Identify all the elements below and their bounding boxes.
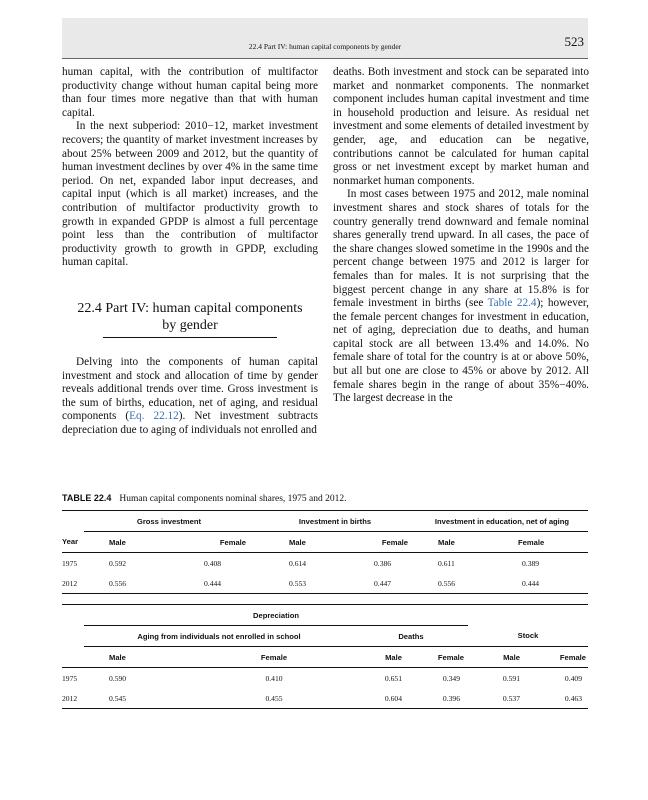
year-header: Year [62, 537, 79, 547]
col-male: Male [109, 537, 126, 547]
section-heading-line2: by gender [162, 317, 218, 333]
right-column [333, 66, 589, 406]
paragraph: deaths. Both investment and stock can be separated into market and nonmarket components. The nonmarket component includes human capital investment and time in household production and leisure. As residual net investment and some elements of detailed investment by gender, age, and education can be negative, contributions cannot be calculated for human capital gross or net investment except by market human and nonmarket human components. [333, 66, 589, 187]
page-number: 523 [564, 34, 584, 49]
table-caption [62, 493, 347, 504]
col-male: Male [289, 537, 306, 547]
col-male: Male [503, 652, 520, 662]
col-female: Female [260, 652, 288, 662]
aging-header: Aging from individuals not enrolled in school [84, 626, 354, 647]
stock-header: Stock [468, 626, 588, 647]
table-label: TABLE 22.4 [62, 493, 112, 503]
col-female: Female [219, 537, 246, 547]
table-row: 2012 0.545 0.455 0.604 0.396 0.537 0.463 [62, 688, 588, 709]
col-male: Male [385, 652, 402, 662]
table-row: 1975 0.592 0.408 0.614 0.386 0.611 0.389 [62, 558, 540, 568]
heading-rule [103, 337, 277, 338]
section-heading-line1: 22.4 Part IV: human capital components [77, 300, 303, 316]
col-male: Male [109, 652, 126, 662]
table-part-2 [62, 604, 588, 709]
group-investment-births: Investment in births [254, 511, 416, 532]
col-female: Female [518, 537, 545, 547]
table-row: 2012 0.556 0.444 0.553 0.447 0.556 0.444 [62, 573, 588, 594]
group-investment-education: Investment in education, net of aging [416, 511, 588, 532]
running-header [62, 18, 588, 59]
group-gross-investment: Gross investment [84, 511, 254, 532]
left-column [62, 66, 318, 437]
deaths-header: Deaths [354, 626, 468, 647]
paragraph: human capital, with the contribution of multifactor productivity change without human capital being more than four times more negative than that with human capital. [62, 66, 318, 119]
col-female: Female [381, 537, 408, 547]
equation-link[interactable]: Eq. 22.12 [129, 410, 179, 423]
table-row: 1975 0.590 0.410 0.651 0.349 0.591 0.409 [62, 673, 582, 683]
col-female: Female [437, 652, 464, 662]
paragraph: In most cases between 1975 and 2012, male nominal investment shares and stock shares of totals for the country generally trend downward and female nominal shares generally trend upward. In all cases, the pace of the share changes slowed sometime in the 1990s and the percent change between 1975 and 2012 is larger for females than for males. It is not surprising that the biggest percent change in any share at 15.8% is for female investment in births (see Table 22.4); however, the female percent changes for investment in education, net of aging, depreciation due to deaths, and human capital stock are all between 13.4% and 14.0%. No female share of total for the country is at or above 50%, but all but one are close to 45% or above by 2012. All female shares begin in the range of about 35%−40%. The largest decrease in the [333, 188, 589, 405]
table-link[interactable]: Table 22.4 [487, 297, 537, 310]
depreciation-header: Depreciation [84, 605, 468, 626]
paragraph: In the next subperiod: 2010−12, market investment recovers; the quantity of market investment increases by about 25% between 2009 and 2012, but the quantity of human investment declines by over 4% in the same time period. On net, expanded labor input decreases, and capital input (which is all market) increases, and the contribution of multifactor productivity growth to growth in expanded GPDP is almost a full percentage point less than the contribution of multifactor productivity growth to growth in GPDP, excluding human capital. [62, 120, 318, 269]
running-title: 22.4 Part IV: human capital components by gender [248, 42, 402, 51]
col-male: Male [438, 537, 455, 547]
section-heading [62, 300, 318, 338]
paragraph: Delving into the components of human capital investment and stock and allocation of time by gender reveals additional trends over time. Gross investment is the sum of births, education, net of aging, and residual components (Eq. 22.12). Net investment subtracts depreciation due to aging of individuals not enrolled and [62, 355, 318, 436]
table-caption-text: Human capital components nominal shares, 1975 and 2012. [119, 494, 347, 504]
table-part-1 [62, 510, 588, 594]
col-female: Female [559, 652, 586, 662]
